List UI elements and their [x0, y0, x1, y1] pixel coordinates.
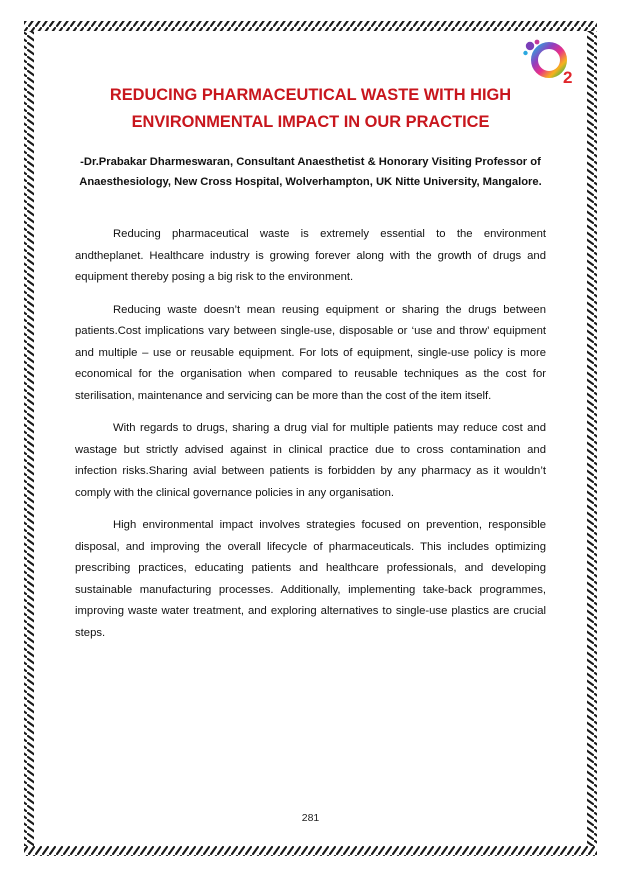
- body-paragraph-2: Reducing waste doesn’t mean reusing equipment or sharing the drugs between patients.Cost implications vary between single-use, disposable or ‘use and throw’ equipment and multiple – use or reusable equipment. For lots of equipment, single-use policy is more economical for the organisation when compared to reusable techniques as the cost for sterilisation, maintenance and servicing can be more than the cost of the item itself.: [75, 303, 546, 402]
- page-number: 281: [301, 812, 320, 824]
- body-paragraph-4: High environmental impact involves strategies focused on prevention, responsible disposal, and improving the overall lifecycle of pharmaceuticals. This includes optimizing prescribing practices, educating patients and healthcare professionals, and developing sustainable manufacturing processes. Additionally, implementing take-back programmes, improving waste water treatment, and exploring alternatives to single-use plastics are crucial steps.: [75, 519, 546, 639]
- body-paragraph-3: With regards to drugs, sharing a drug vial for multiple patients may reduce cost and wastage but strictly advised against in clinical practice due to cross contamination and infection risks.Sharing avial between patients is forbidden by any pharmacy as it wouldn’t comply with the clinical governance policies in any organisation.: [75, 422, 546, 499]
- author-byline: -Dr.Prabakar Dharmeswaran, Consultant Anaesthetist & Honorary Visiting Professor of Anaesthesiology, New Cross Hospital, Wolverhampton, UK Nitte University, Mangalore.: [79, 156, 542, 188]
- article-title-line-1: REDUCING PHARMACEUTICAL WASTE WITH HIGH: [109, 86, 512, 104]
- article-title-line-2: ENVIRONMENTAL IMPACT IN OUR PRACTICE: [131, 113, 490, 131]
- article-title: [60, 82, 561, 136]
- svg-text:2: 2: [563, 68, 573, 87]
- o2-logo-icon: [522, 38, 580, 88]
- body-paragraph-1: Reducing pharmaceutical waste is extremely essential to the environment andtheplanet. Healthcare industry is growing forever along with the growth of drugs and equipment thereby posing a big risk to the environment.: [75, 228, 546, 283]
- article-body: [75, 224, 546, 655]
